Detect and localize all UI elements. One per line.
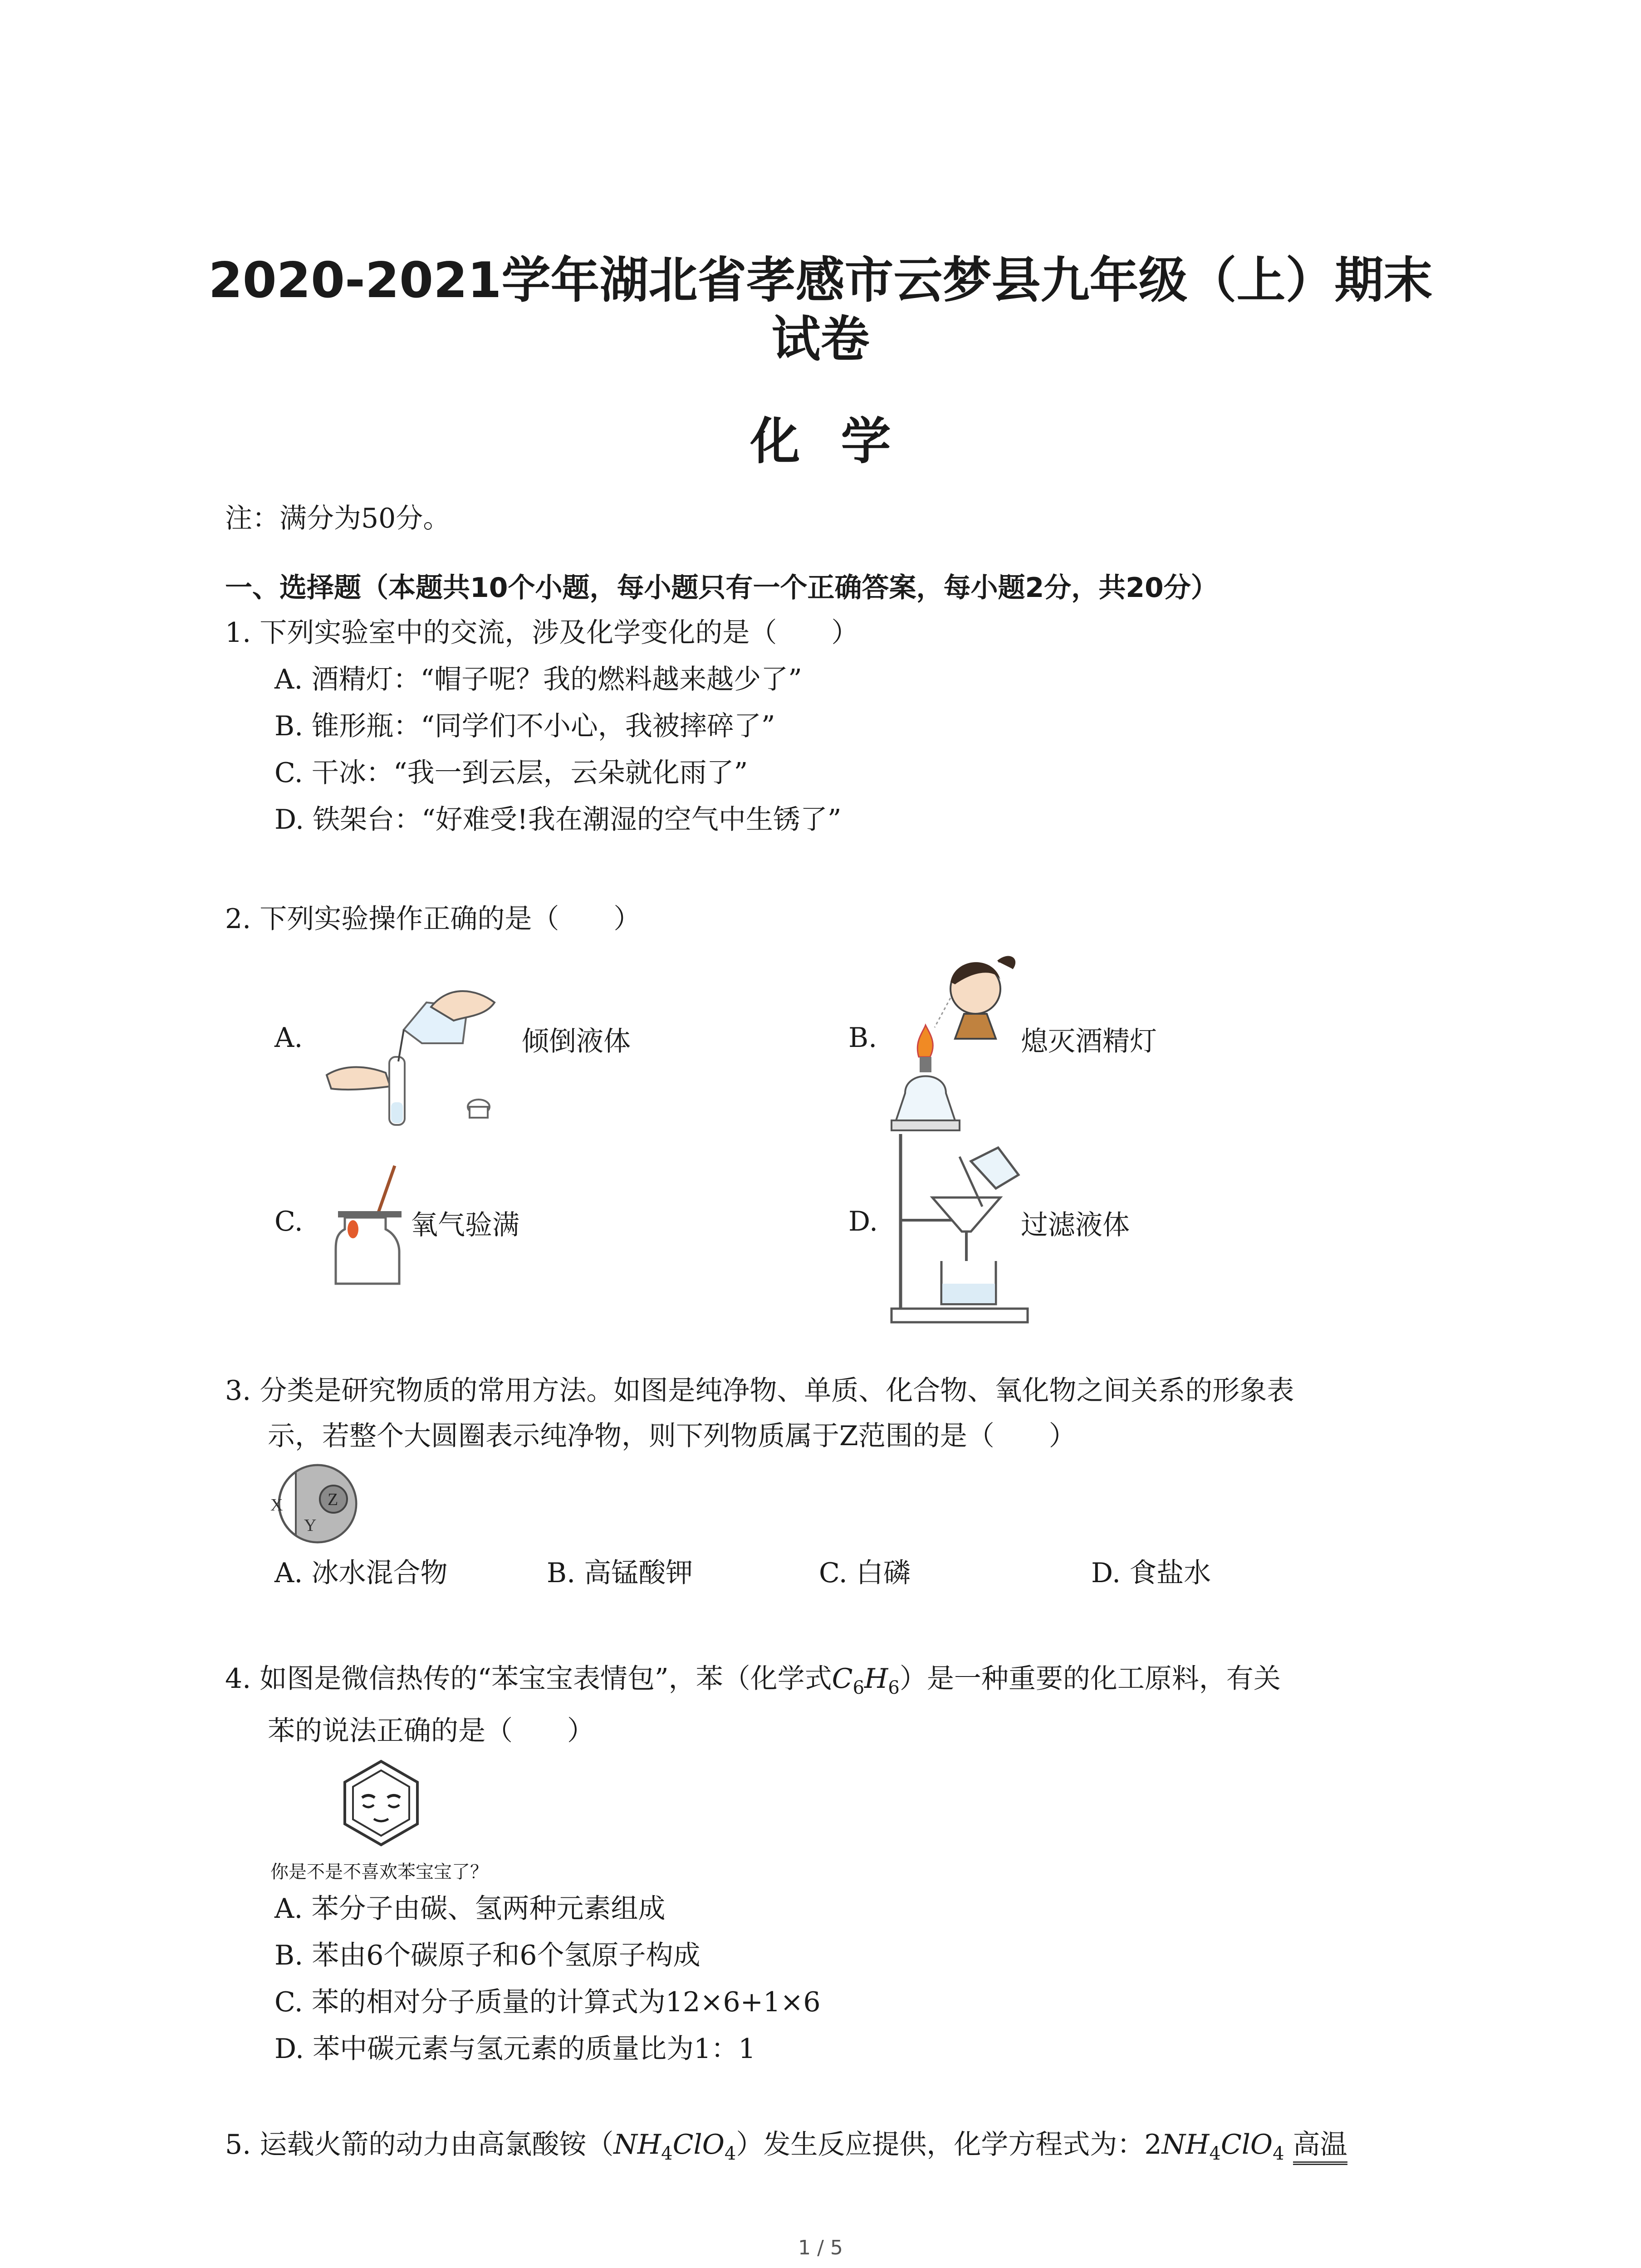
region-y-label: Y <box>304 1516 317 1535</box>
question-2-option-d-caption: 过滤液体 <box>1021 1209 1130 1241</box>
page-number: 1 / 5 <box>798 2236 843 2259</box>
question-4-option-c: C. 苯的相对分子质量的计算式为12×6+1×6 <box>274 1986 821 2018</box>
score-note: 注：满分为50分。 <box>225 503 451 534</box>
question-3-option-d: D. 食盐水 <box>1091 1557 1211 1589</box>
question-2-option-c-caption: 氧气验满 <box>411 1209 519 1241</box>
reaction-condition: 高温 <box>1293 2129 1347 2165</box>
section-heading: 一、选择题（本题共10个小题，每小题只有一个正确答案，每小题2分，共20分） <box>225 572 1218 604</box>
benzene-baby-emoji-icon <box>336 1758 426 1848</box>
region-x-label: X <box>270 1496 283 1515</box>
question-2-option-a-letter: A. <box>274 1022 303 1054</box>
question-2-option-b-caption: 熄灭酒精灯 <box>1021 1026 1157 1057</box>
pouring-liquid-figure <box>318 975 517 1125</box>
question-2-option-b-letter: B. <box>848 1022 877 1054</box>
page-title: 2020-2021学年湖北省孝感市云梦县九年级（上）期末 <box>208 252 1433 309</box>
question-3-stem-line1: 3. 分类是研究物质的常用方法。如图是纯净物、单质、化合物、氧化物之间关系的形象表 <box>225 1375 1294 1407</box>
question-2-option-a-caption: 倾倒液体 <box>522 1026 631 1057</box>
question-3-option-a: A. 冰水混合物 <box>274 1557 448 1589</box>
page-title-line2: 试卷 <box>771 311 870 368</box>
region-z-label: Z <box>328 1490 338 1509</box>
question-4-option-d: D. 苯中碳元素与氢元素的质量比为1：1 <box>274 2033 756 2065</box>
question-1-option-a: A. 酒精灯：“帽子呢？我的燃料越来越少了” <box>274 664 802 695</box>
question-4-stem-line2: 苯的说法正确的是（ ） <box>268 1715 594 1747</box>
question-1-option-b: B. 锥形瓶：“同学们不小心，我被摔碎了” <box>274 710 775 742</box>
extinguishing-lamp-figure <box>887 948 1023 1148</box>
oxygen-test-figure <box>327 1161 408 1293</box>
question-4-option-a: A. 苯分子由碳、氢两种元素组成 <box>274 1893 666 1925</box>
question-2-option-d-letter: D. <box>848 1206 878 1237</box>
question-3-option-b: B. 高锰酸钾 <box>547 1557 693 1589</box>
question-5-stem: 5. 运载火箭的动力由高氯酸铵$(NH_4ClO_4)$发生反应提供，化学方程式为：$2NH_4ClO_4$ 高温 <box>225 2129 1347 2164</box>
question-4-option-b: B. 苯由6个碳原子和6个氢原子构成 <box>274 1940 700 1971</box>
emoji-caption: 你是不是不喜欢苯宝宝了？ <box>270 1862 488 1882</box>
question-1-stem: 1. 下列实验室中的交流，涉及化学变化的是（ ） <box>225 617 859 649</box>
question-1-option-c: C. 干冰：“我一到云层，云朵就化雨了” <box>274 757 748 789</box>
question-2-stem: 2. 下列实验操作正确的是（ ） <box>225 903 641 935</box>
question-1-option-d: D. 铁架台：“好难受!我在潮湿的空气中生锈了” <box>274 804 842 836</box>
question-3-option-c: C. 白磷 <box>819 1557 911 1589</box>
question-2-option-c-letter: C. <box>274 1206 303 1237</box>
question-4-stem-line1: 4. 如图是微信热传的“苯宝宝表情包”，苯（化学式$C_6H_6$）是一种重要的化工原料，有关 <box>225 1663 1281 1698</box>
question-3-stem-line2: 示，若整个大圆圈表示纯净物，则下列物质属于Z范围的是（ ） <box>268 1420 1076 1452</box>
subject-heading: 化学 <box>750 412 932 470</box>
filtration-figure <box>892 1129 1037 1329</box>
classification-circle-diagram <box>268 1463 367 1545</box>
